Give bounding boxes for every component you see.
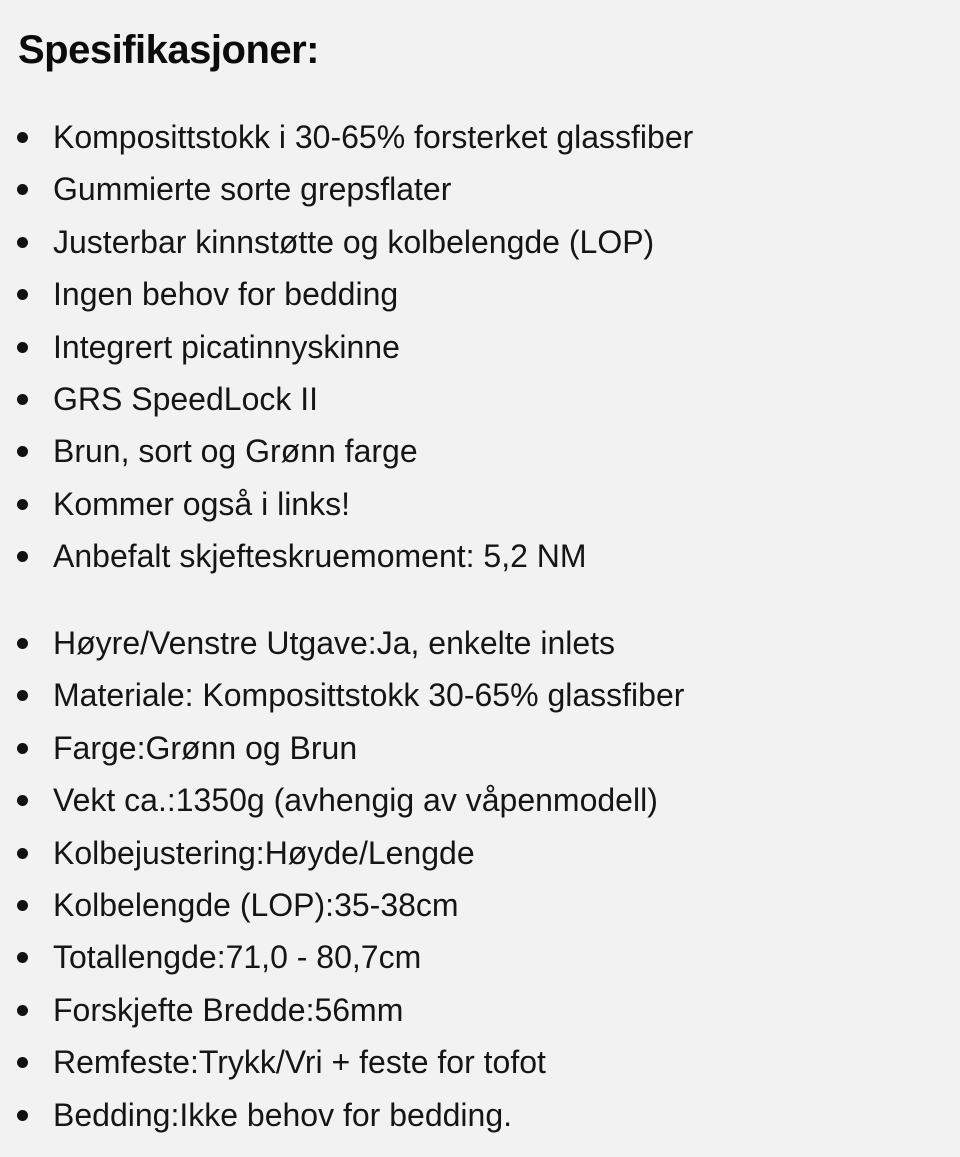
list-item [0,425,960,477]
bullet-icon [17,690,28,701]
bullet-icon [17,848,28,859]
page-title: Spesifikasjoner: [18,28,320,72]
list-item [0,163,960,215]
list-item [0,931,960,983]
list-item [0,879,960,931]
bullet-icon [17,289,28,300]
list-item [0,984,960,1036]
list-item-text: GRS SpeedLock II [53,380,319,417]
list-item [0,722,960,774]
bullet-icon [17,499,28,510]
bullet-icon [17,184,28,195]
list-item-text: Høyre/Venstre Utgave:Ja, enkelte inlets [53,625,616,661]
list-item [0,373,960,425]
list-item [0,1089,960,1141]
list-item-text: Vekt ca.:1350g (avhengig av våpenmodell) [53,782,658,819]
bullet-icon [17,638,28,649]
list-item-text: Farge:Grønn og Brun [53,729,358,766]
list-item-text: Kommer også i links! [53,485,350,522]
list-item [0,321,960,373]
bullet-icon [17,394,28,405]
list-item-text: Materiale: Komposittstokk 30-65% glassfiber [53,677,685,714]
list-item [0,617,960,669]
list-item-text: Komposittstokk i 30-65% forsterket glassfiber [53,119,694,155]
list-item [0,478,960,530]
list-item-text: Anbefalt skjefteskruemoment: 5,2 NM [53,538,587,575]
bullet-icon [17,132,28,143]
bullet-icon [17,342,28,353]
bullet-icon [17,952,28,963]
bullet-icon [17,795,28,806]
list-item-text: Forskjefte Bredde:56mm [53,991,404,1028]
specs-list [0,617,960,1141]
list-item [0,530,960,582]
bullet-icon [17,1005,28,1016]
list-item-text: Integrert picatinnyskinne [53,328,400,365]
bullet-icon [17,446,28,457]
list-item-text: Totallengde:71,0 - 80,7cm [53,939,422,976]
bullet-icon [17,237,28,248]
list-item [0,1036,960,1088]
list-item [0,774,960,826]
list-item-text: Gummierte sorte grepsflater [53,171,452,208]
list-item-text: Kolbejustering:Høyde/Lengde [53,834,475,871]
bullet-icon [17,900,28,911]
bullet-icon [17,1057,28,1068]
features-list [0,111,960,583]
bullet-icon [17,1110,28,1121]
list-item [0,268,960,320]
list-item-text: Kolbelengde (LOP):35-38cm [53,886,459,923]
list-item [0,216,960,268]
list-item-text: Ingen behov for bedding [53,276,399,313]
list-item [0,111,960,163]
bullet-icon [17,551,28,562]
list-item [0,669,960,721]
bullet-icon [17,743,28,754]
list-item-text: Brun, sort og Grønn farge [53,433,418,470]
list-item [0,827,960,879]
list-item-text: Remfeste:Trykk/Vri + feste for tofot [53,1044,546,1081]
list-item-text: Justerbar kinnstøtte og kolbelengde (LOP) [53,223,655,260]
list-item-text: Bedding:Ikke behov for bedding. [53,1096,512,1133]
